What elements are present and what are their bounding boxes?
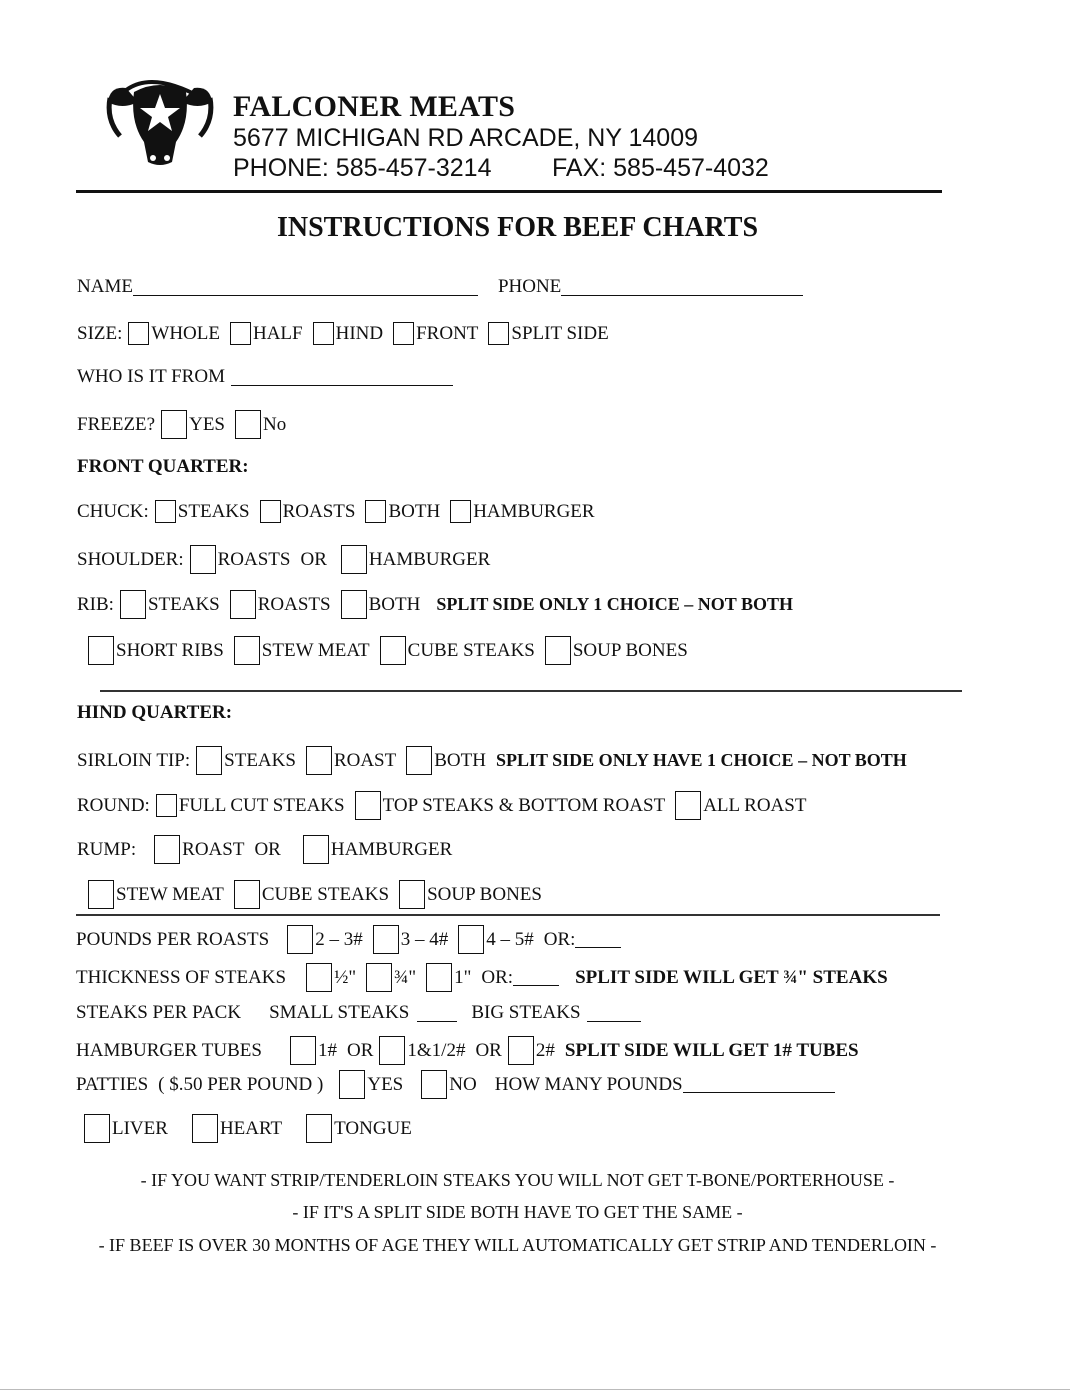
hind-extras-row (88, 880, 552, 909)
checkbox[interactable] (675, 791, 701, 820)
chuck-both-option[interactable]: BOTH (365, 500, 440, 523)
roasts-label: POUNDS PER ROASTS (76, 928, 270, 950)
sirloin-roast-option[interactable]: ROAST (306, 746, 396, 775)
note-over-30-months: - IF BEEF IS OVER 30 MONTHS OF AGE THEY WILL AUTOMATICALLY GET STRIP AND TENDERLOIN - (98, 1235, 937, 1255)
checkbox[interactable] (458, 925, 484, 954)
rump-hamburger-option[interactable]: HAMBURGER (303, 835, 452, 864)
checkbox[interactable] (306, 746, 332, 775)
checkbox[interactable] (393, 322, 414, 345)
checkbox[interactable] (290, 1036, 316, 1065)
chuck-row (77, 500, 605, 523)
thickness-one-inch-option[interactable]: 1" (426, 963, 471, 992)
checkbox[interactable] (426, 963, 452, 992)
checkbox[interactable] (373, 925, 399, 954)
checkbox[interactable] (120, 590, 146, 619)
size-split-side-option[interactable]: SPLIT SIDE (488, 322, 608, 345)
thickness-three-quarter-option[interactable]: ¾" (366, 963, 416, 992)
company-phone: PHONE: 585-457-3214 (233, 154, 492, 182)
checkbox[interactable] (313, 322, 334, 345)
size-front-option[interactable]: FRONT (393, 322, 478, 345)
checkbox[interactable] (287, 925, 313, 954)
freeze-no-option[interactable]: No (235, 410, 286, 439)
shoulder-roasts-option[interactable]: ROASTS (190, 545, 291, 574)
big-steaks-field[interactable] (587, 1005, 641, 1022)
sirloin-note: SPLIT SIDE ONLY HAVE 1 CHOICE – NOT BOTH (495, 750, 907, 770)
checkbox[interactable] (196, 746, 222, 775)
size-hind-option[interactable]: HIND (313, 322, 384, 345)
chuck-hamburger-option[interactable]: HAMBURGER (450, 500, 594, 523)
checkbox[interactable] (161, 410, 187, 439)
shoulder-hamburger-option[interactable]: HAMBURGER (341, 545, 490, 574)
phone-label: PHONE (497, 276, 562, 297)
heart-option[interactable]: HEART (192, 1114, 282, 1143)
rib-row (77, 590, 793, 619)
rump-roast-option[interactable]: ROAST (154, 835, 244, 864)
round-all-roast-option[interactable]: ALL ROAST (675, 791, 806, 820)
note-strip-tenderloin: - IF YOU WANT STRIP/TENDERLOIN STEAKS YOU WILL NOT GET T-BONE/PORTERHOUSE - (140, 1170, 895, 1190)
phone-field[interactable] (561, 279, 803, 296)
liver-option[interactable]: LIVER (84, 1114, 168, 1143)
checkbox[interactable] (366, 963, 392, 992)
freeze-label: FREEZE? (77, 413, 156, 435)
size-whole-option[interactable]: WHOLE (128, 322, 220, 345)
section-divider (76, 914, 940, 916)
rib-label: RIB: (77, 593, 114, 615)
checkbox[interactable] (84, 1114, 110, 1143)
checkbox[interactable] (156, 794, 177, 817)
company-name: FALCONER MEATS (233, 90, 516, 123)
front-stew-meat-option[interactable]: STEW MEAT (234, 636, 370, 665)
round-top-steaks-option[interactable]: TOP STEAKS & BOTTOM ROAST (355, 791, 666, 820)
rump-label: RUMP: (77, 838, 137, 860)
shoulder-label: SHOULDER: (77, 548, 184, 570)
checkbox[interactable] (399, 880, 425, 909)
hind-quarter-heading: HIND QUARTER: (77, 702, 233, 723)
thickness-other-field[interactable] (513, 969, 559, 986)
chuck-label: CHUCK: (77, 500, 149, 522)
thickness-label: THICKNESS OF STEAKS (76, 966, 287, 988)
checkbox[interactable] (488, 322, 509, 345)
tongue-option[interactable]: TONGUE (306, 1114, 412, 1143)
or-label: OR: (481, 966, 514, 988)
tubes-label: HAMBURGER TUBES (76, 1039, 262, 1061)
checkbox[interactable] (155, 500, 176, 523)
hind-soup-bones-option[interactable]: SOUP BONES (399, 880, 542, 909)
checkbox[interactable] (355, 791, 381, 820)
checkbox[interactable] (234, 636, 260, 665)
checkbox[interactable] (88, 880, 114, 909)
or-label: OR (300, 548, 327, 570)
tubes-row (76, 1036, 859, 1065)
checkbox[interactable] (234, 880, 260, 909)
freeze-row (77, 410, 296, 439)
small-steaks-label: SMALL STEAKS (269, 1002, 410, 1023)
steaks-pack-row (76, 1002, 641, 1024)
thickness-half-option[interactable]: ½" (306, 963, 356, 992)
checkbox[interactable] (154, 835, 180, 864)
patties-label: PATTIES (76, 1073, 149, 1095)
thickness-row (76, 963, 888, 992)
checkbox[interactable] (341, 590, 367, 619)
checkbox[interactable] (230, 590, 256, 619)
patties-row (76, 1070, 835, 1099)
name-field[interactable] (133, 279, 478, 296)
checkbox[interactable] (192, 1114, 218, 1143)
round-row (77, 791, 816, 820)
roasts-row (76, 925, 621, 954)
checkbox[interactable] (545, 636, 571, 665)
hind-stew-meat-option[interactable]: STEW MEAT (88, 880, 224, 909)
checkbox[interactable] (88, 636, 114, 665)
rib-roasts-option[interactable]: ROASTS (230, 590, 331, 619)
patties-yes-option[interactable]: YES (339, 1070, 403, 1099)
checkbox[interactable] (306, 963, 332, 992)
rib-steaks-option[interactable]: STEAKS (120, 590, 220, 619)
scan-edge-line (0, 1389, 1070, 1390)
sirloin-both-option[interactable]: BOTH (406, 746, 486, 775)
tubes-1-option[interactable]: 1# (290, 1036, 337, 1065)
checkbox[interactable] (379, 1036, 405, 1065)
small-steaks-field[interactable] (417, 1005, 457, 1022)
freeze-yes-option[interactable]: YES (161, 410, 225, 439)
checkbox[interactable] (421, 1070, 447, 1099)
or-label: OR (254, 838, 281, 860)
organs-row (84, 1114, 422, 1143)
shoulder-row (77, 545, 500, 574)
section-divider (100, 690, 962, 692)
how-many-label: HOW MANY POUNDS (494, 1073, 683, 1095)
sirloin-row (77, 746, 907, 775)
steaks-pack-label: STEAKS PER PACK (76, 1002, 242, 1023)
who-label: WHO IS IT FROM (77, 366, 225, 387)
or-label: OR: (543, 928, 576, 950)
name-phone-row (77, 276, 803, 298)
rump-row (77, 835, 462, 864)
checkbox[interactable] (450, 500, 471, 523)
checkbox[interactable] (260, 500, 281, 523)
steer-head-logo (104, 62, 216, 174)
checkbox[interactable] (306, 1114, 332, 1143)
roast-4-5-option[interactable]: 4 – 5# (458, 925, 534, 954)
rib-note: SPLIT SIDE ONLY 1 CHOICE – NOT BOTH (436, 594, 793, 614)
checkbox[interactable] (341, 545, 367, 574)
name-label: NAME (77, 276, 133, 297)
checkbox[interactable] (190, 545, 216, 574)
tubes-note: SPLIT SIDE WILL GET 1# TUBES (564, 1039, 859, 1061)
short-ribs-option[interactable]: SHORT RIBS (88, 636, 224, 665)
size-half-option[interactable]: HALF (230, 322, 303, 345)
size-row (77, 322, 619, 345)
or-label: OR (346, 1039, 374, 1061)
header-divider (76, 190, 942, 193)
roast-3-4-option[interactable]: 3 – 4# (373, 925, 449, 954)
sirloin-steaks-option[interactable]: STEAKS (196, 746, 296, 775)
front-extras-row (88, 636, 698, 665)
hind-cube-steaks-option[interactable]: CUBE STEAKS (234, 880, 389, 909)
chuck-steaks-option[interactable]: STEAKS (155, 500, 250, 523)
checkbox[interactable] (128, 322, 149, 345)
checkbox[interactable] (339, 1070, 365, 1099)
round-label: ROUND: (77, 794, 150, 816)
sirloin-label: SIRLOIN TIP: (77, 749, 191, 771)
patties-price: ( $.50 PER POUND ) (158, 1073, 324, 1095)
round-full-cut-option[interactable]: FULL CUT STEAKS (156, 794, 345, 817)
front-quarter-heading: FRONT QUARTER: (77, 456, 249, 477)
checkbox[interactable] (365, 500, 386, 523)
front-soup-bones-option[interactable]: SOUP BONES (545, 636, 688, 665)
who-field[interactable] (231, 369, 453, 386)
note-split-side: - IF IT'S A SPLIT SIDE BOTH HAVE TO GET THE SAME - (292, 1202, 743, 1222)
tubes-2-option[interactable]: 2# (508, 1036, 555, 1065)
big-steaks-label: BIG STEAKS (471, 1002, 581, 1023)
page-title: INSTRUCTIONS FOR BEEF CHARTS (276, 212, 759, 243)
front-cube-steaks-option[interactable]: CUBE STEAKS (380, 636, 535, 665)
checkbox[interactable] (508, 1036, 534, 1065)
roast-2-3-option[interactable]: 2 – 3# (287, 925, 363, 954)
how-many-field[interactable] (683, 1076, 835, 1093)
thickness-note: SPLIT SIDE WILL GET ¾" STEAKS (575, 966, 888, 988)
company-fax: FAX: 585-457-4032 (552, 154, 769, 182)
company-address: 5677 MICHIGAN RD ARCADE, NY 14009 (233, 124, 699, 152)
checkbox[interactable] (380, 636, 406, 665)
who-row (77, 366, 453, 388)
checkbox[interactable] (230, 322, 251, 345)
rib-both-option[interactable]: BOTH (341, 590, 421, 619)
checkbox[interactable] (303, 835, 329, 864)
or-label: OR (475, 1039, 502, 1061)
patties-no-option[interactable]: NO (421, 1070, 476, 1099)
checkbox[interactable] (235, 410, 261, 439)
tubes-1-5-option[interactable]: 1&1/2# (379, 1036, 465, 1065)
roasts-other-field[interactable] (575, 931, 621, 948)
size-label: SIZE: (77, 322, 123, 344)
chuck-roasts-option[interactable]: ROASTS (260, 500, 356, 523)
checkbox[interactable] (406, 746, 432, 775)
